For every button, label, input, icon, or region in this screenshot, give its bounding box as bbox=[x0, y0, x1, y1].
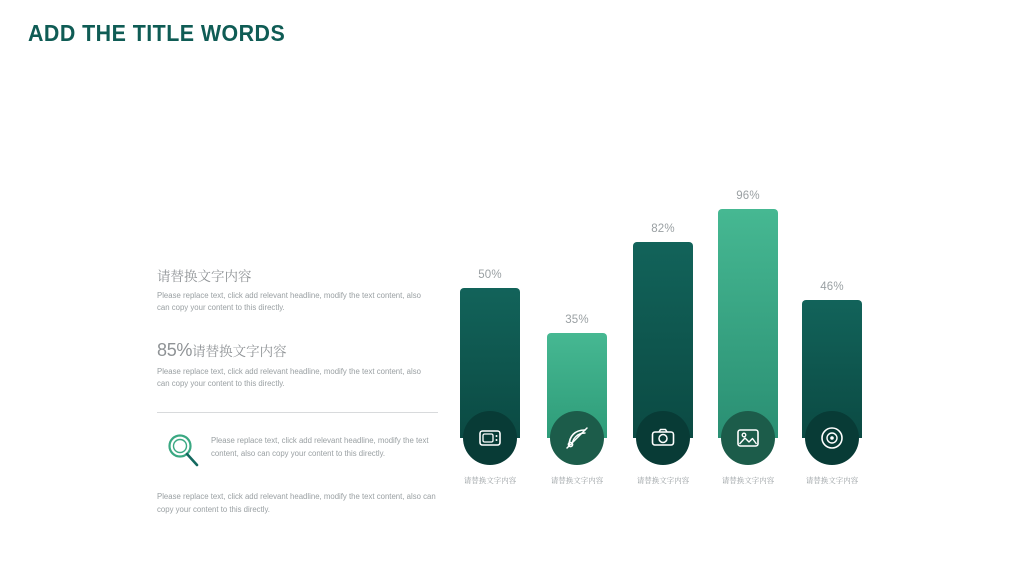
block-2-heading-text: 请替换文字内容 bbox=[192, 344, 287, 360]
bar-chart bbox=[445, 150, 885, 500]
bar-category-4: 请替换文字内容 bbox=[721, 476, 775, 485]
camera-icon bbox=[650, 425, 676, 451]
bar-category-1: 请替换文字内容 bbox=[463, 476, 517, 485]
bar-column-5 bbox=[802, 281, 862, 485]
satellite-dish-icon bbox=[564, 425, 590, 451]
divider bbox=[157, 412, 438, 413]
bar-5[interactable] bbox=[802, 300, 862, 485]
block-2-percent: 85% bbox=[157, 340, 193, 361]
feature-row-text: Please replace text, click add relevant headline, modify the text content, also can copy your content to this directly. bbox=[211, 436, 429, 458]
feature-row bbox=[157, 429, 438, 471]
bar-category-5: 请替换文字内容 bbox=[805, 476, 859, 485]
disc-icon bbox=[819, 425, 845, 451]
bar-icon-circle-3[interactable] bbox=[636, 411, 690, 465]
bottom-note: Please replace text, click add relevant headline, modify the text content, also can copy your content to this directly. bbox=[157, 492, 436, 514]
bar-icon-circle-2[interactable] bbox=[550, 411, 604, 465]
bar-3[interactable] bbox=[633, 242, 693, 485]
block-2-body: Please replace text, click add relevant headline, modify the text content, also can copy your content to this directly. bbox=[157, 367, 421, 389]
bar-value-3: 82% bbox=[651, 223, 675, 235]
text-block-1 bbox=[157, 265, 438, 314]
bar-column-4 bbox=[718, 190, 778, 485]
bar-4[interactable] bbox=[718, 209, 778, 485]
bar-icon-circle-4[interactable] bbox=[721, 411, 775, 465]
bar-column-1 bbox=[460, 269, 520, 485]
bar-category-2: 请替换文字内容 bbox=[550, 476, 604, 485]
bar-1[interactable] bbox=[460, 288, 520, 485]
bar-value-5: 46% bbox=[820, 281, 844, 293]
page-title: ADD THE TITLE WORDS bbox=[28, 20, 286, 46]
block-1-body: Please replace text, click add relevant headline, modify the text content, also can copy your content to this directly. bbox=[157, 291, 421, 313]
left-text-panel bbox=[157, 265, 438, 516]
block-1-heading: 请替换文字内容 bbox=[157, 269, 252, 284]
bar-column-2 bbox=[547, 314, 607, 485]
bar-column-3 bbox=[633, 223, 693, 485]
search-icon bbox=[157, 429, 211, 471]
bar-value-2: 35% bbox=[565, 314, 589, 326]
bar-icon-circle-5[interactable] bbox=[805, 411, 859, 465]
tv-icon bbox=[477, 425, 503, 451]
bar-value-1: 50% bbox=[478, 269, 502, 281]
text-block-2 bbox=[157, 340, 438, 390]
image-icon bbox=[735, 425, 761, 451]
bar-value-4: 96% bbox=[736, 190, 760, 202]
block-2-heading bbox=[157, 340, 438, 361]
bar-icon-circle-1[interactable] bbox=[463, 411, 517, 465]
bar-2[interactable] bbox=[547, 333, 607, 485]
bar-category-3: 请替换文字内容 bbox=[636, 476, 690, 485]
